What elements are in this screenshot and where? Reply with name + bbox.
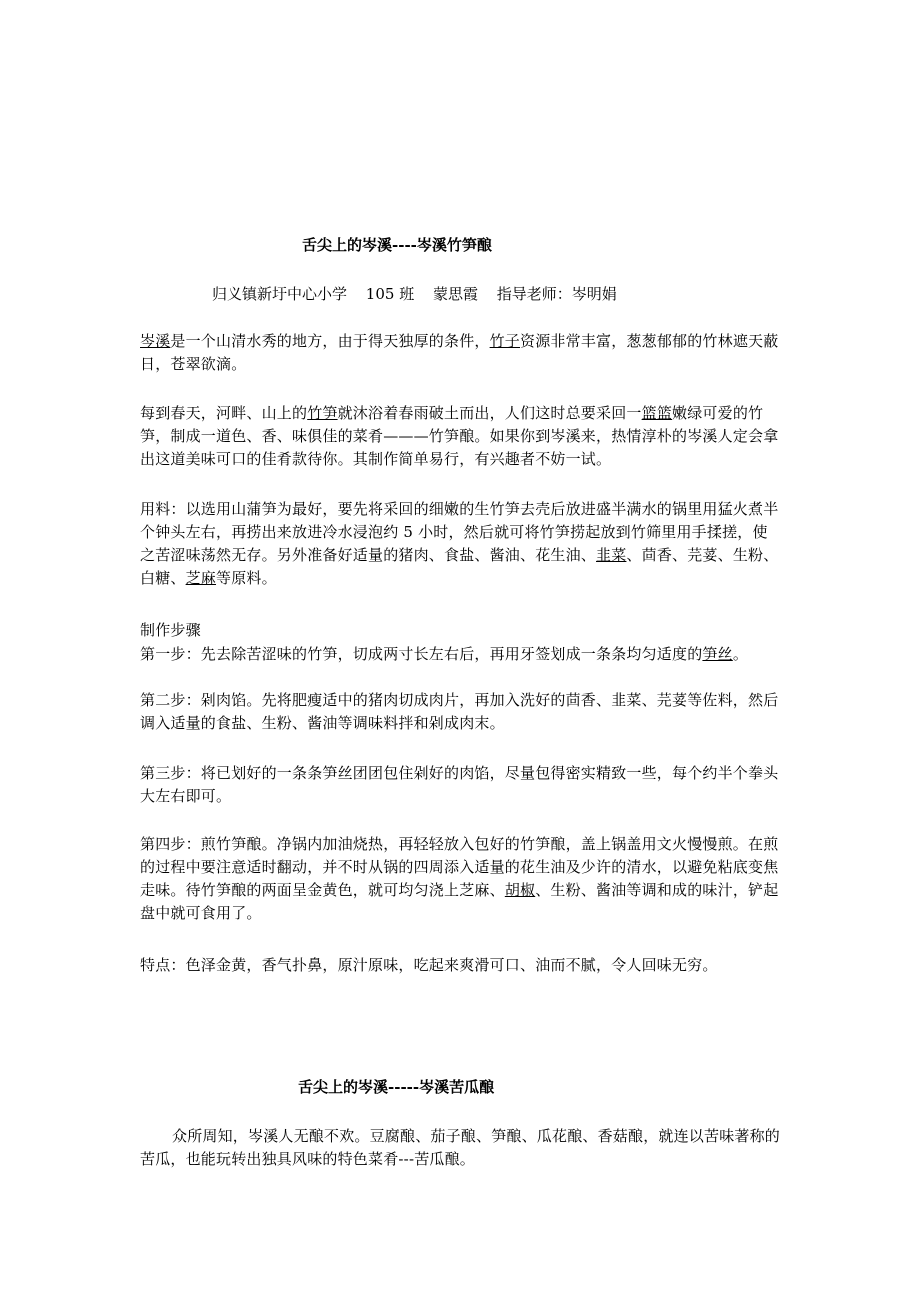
- step2-paragraph: 第二步：剁肉馅。先将肥瘦适中的猪肉切成肉片，再加入洗好的茴香、韭菜、芫荽等佐料，然后调入适量的食盐、生粉、酱油等调味料拌和剁成肉末。: [140, 691, 779, 732]
- intro-paragraph: 岑溪是一个山清水秀的地方，由于得天独厚的条件，竹子资源非常丰富，葱葱郁郁的竹林遮天蔽日，苍翠欲滴。: [140, 332, 779, 373]
- link-shoot-strips[interactable]: 笋丝: [702, 645, 733, 663]
- link-bamboo[interactable]: 竹子: [489, 332, 521, 350]
- steps-heading: 制作步骤: [140, 621, 201, 639]
- link-baskets[interactable]: 篮篮: [641, 404, 673, 422]
- step1-paragraph: 第一步：先去除苦涩味的竹笋，切成两寸长左右后，再用牙签划成一条条均匀适度的笋丝。: [140, 645, 749, 663]
- byline-class: 105 班: [365, 285, 415, 303]
- link-cenxi[interactable]: 岑溪: [140, 332, 171, 350]
- link-pepper[interactable]: 胡椒: [504, 881, 536, 899]
- byline: [212, 283, 631, 305]
- features-paragraph: 特点：色泽金黄，香气扑鼻，原汁原味，吃起来爽滑可口、油而不腻，令人回味无穷。: [140, 956, 718, 974]
- byline-school: 归义镇新圩中心小学: [212, 285, 348, 303]
- step4-paragraph: 第四步：煎竹笋酿。净锅内加油烧热，再轻轻放入包好的竹笋酿，盖上锅盖用文火慢慢煎。在煎的过程中要注意适时翻动，并不时从锅的四周添入适量的花生油及少许的清水，以避免粘底变焦走味。待竹笋酿的两面呈金黄色，就可均匀浇上芝麻、胡椒、生粉、酱油等调和成的味汁，铲起盘中就可食用了。: [140, 835, 779, 922]
- spring-paragraph: 每到春天，河畔、山上的竹笋就沐浴着春雨破土而出，人们这时总要采回一篮篮嫩绿可爱的竹笋，制成一道色、香、味俱佳的菜肴———竹笋酿。如果你到岑溪来，热情淳朴的岑溪人定会拿出这道美味可口的佳肴款待你。其制作简单易行，有兴趣者不妨一试。: [140, 404, 779, 468]
- section1-title: 舌尖上的岑溪----岑溪竹笋酿: [302, 236, 492, 254]
- byline-teacher: 指导老师：岑明娟: [496, 285, 617, 303]
- link-sesame[interactable]: 芝麻: [185, 569, 217, 587]
- link-bamboo-shoot[interactable]: 竹笋: [307, 404, 338, 422]
- ingredients-paragraph: 用料：以选用山蒲笋为最好，要先将采回的细嫩的生竹笋去壳后放进盛半满水的锅里用猛火煮半个钟头左右，再捞出来放进冷水浸泡约 5 小时，然后就可将竹笋捞起放到竹筛里用手揉搓，使之苦涩味荡然无存。另外准备好适量的猪肉、食盐、酱油、花生油、韭菜、茴香、芫荽、生粉、白糖、芝麻等原料。: [140, 500, 779, 587]
- section2-intro: 众所周知，岑溪人无酿不欢。豆腐酿、茄子酿、笋酿、瓜花酿、香菇酿，就连以苦味著称的苦瓜，也能玩转出独具风味的特色菜肴---苦瓜酿。: [140, 1127, 781, 1168]
- link-chives[interactable]: 韭菜: [596, 546, 627, 564]
- byline-student: 蒙思霞: [432, 285, 478, 303]
- step3-paragraph: 第三步：将已划好的一条条笋丝团团包住剁好的肉馅，尽量包得密实精致一些，每个约半个拳头大左右即可。: [140, 764, 779, 805]
- section2-title: 舌尖上的岑溪-----岑溪苦瓜酿: [298, 1078, 495, 1096]
